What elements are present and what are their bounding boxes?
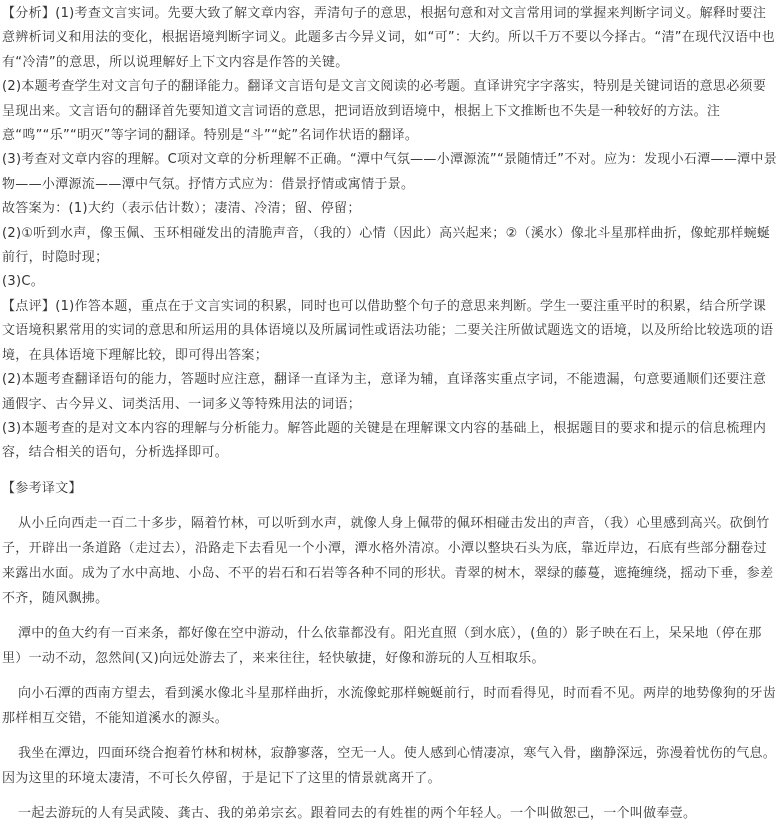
translation-paragraph-2: 潭中的鱼大约有一百来条，都好像在空中游动，什么依靠都没有。阳光直照（到水底），(鱼的）影子映在石上，呆呆地（停在那里）一动不动，忽然间(又)向远处游去了，来来往往，轻快敏捷，好像和游玩的人互相取乐。 — [2, 625, 762, 666]
answer-3-line: (3)C。 — [2, 274, 44, 290]
answer-summary-line: 故答案为：(1)大约（表示估计数）；凄清、冷清；留、停留； — [2, 201, 361, 217]
translation-paragraph-3: 向小石潭的西南方望去，看到溪水像北斗星那样曲折，水流像蛇那样蜿蜒前行，时而看得见，时而看不见。两岸的地势像狗的牙齿那样相互交错，不能知道溪水的源头。 — [2, 685, 777, 726]
translation-section — [2, 476, 778, 826]
analysis-section — [2, 2, 778, 295]
translation-heading: 【参考译文】 — [2, 480, 82, 496]
analysis-line-1: 【分析】(1)考查文言实词。先要大致了解文章内容，弄清句子的意思，根据句意和对文言常用词的掌握来判断字词义。解释时要注意辨析词义和用法的变化，根据语境判断字词义。此题多古今异义词，如“可”：大约。所以千万不要以今择古。“清”在现代汉语中也有“冷清”的意思，所以说理解好上下文内容是作答的关键。 — [2, 6, 775, 70]
comment-line-2: (2)本题考查翻译语句的能力，答题时应注意，翻译一直译为主，意译为辅，直译落实重点字词，不能遗漏，句意要通顺们还要注意通假字、古今异义、词类活用、一词多义等特殊用法的词语； — [2, 372, 767, 412]
translation-paragraph-1: 从小丘向西走一百二十多步，隔着竹林，可以听到水声，就像人身上佩带的佩环相碰击发出的声音，（我）心里感到高兴。砍倒竹子，开辟出一条道路（走过去），沿路走下去看见一个小潭，潭水格外清凉。小潭以整块石头为底，靠近岸边，石底有些部分翻卷过来露出水面。成为了水中高地、小岛、不平的岩石和石岩等各种不同的形状。青翠的树木，翠绿的藤蔓，遮掩缠绕，摇动下垂，参差不齐，随风飘拂。 — [2, 515, 774, 606]
comment-line-1: 【点评】(1)作答本题，重点在于文言实词的积累，同时也可以借助整个句子的意思来判断。学生一要注重平时的积累，结合所学课文语境积累常用的实词的意思和所运用的具体语境以及所属词性或语法功能；二要关注所做试题选文的语境，以及所给比较选项的语境，在具体语境下理解比较，即可得出答案； — [2, 298, 774, 363]
translation-paragraph-4: 我坐在潭边，四面环绕合抱着竹林和树林，寂静寥落，空无一人。使人感到心情凄凉，寒气入骨，幽静深远，弥漫着忧伤的气息。 因为这里的环境太凄清，不可长久停留，于是记下了这里的情景就离开了。 — [2, 745, 777, 786]
answer-2-line: (2)①听到水声，像玉佩、玉环相碰发出的清脆声音，（我的）心情（因此）高兴起来；②（溪水）像北斗星那样曲折，像蛇那样蜿蜒前行，时隐时现； — [2, 225, 771, 266]
comment-section — [2, 295, 778, 466]
comment-line-3: (3)本题考查的是对文本内容的理解与分析能力。解答此题的关键是在理解课文内容的基础上，根据题目的要求和提示的信息梳理内容，结合相关的语句，分析选择即可。 — [2, 420, 767, 461]
translation-paragraph-5: 一起去游玩的人有吴武陵、龚古、我的弟弟宗玄。跟着同去的有姓崔的两个年轻人。一个叫做恕己，一个叫做奉壹。 — [18, 805, 697, 821]
analysis-line-2: (2)本题考查学生对文言句子的翻译能力。翻译文言语句是文言文阅读的必考题。直译讲究字字落实，特别是关键词语的意思必须要呈现出来。文言语句的翻译首先要知道文言词语的意思，把词语放到语境中，根据上下文推断也不失是一种较好的方法。注意“鸣”“乐”“明灭”等字词的翻译。特别是“斗”“蛇”名词作状语的翻译。 — [2, 79, 767, 144]
analysis-line-3: (3)考查对文章内容的理解。C项对文章的分析理解不正确。“潭中气氛——小潭源流”“景随情迁”不对。应为：发现小石潭——潭中景物——小潭源流——潭中气氛。抒情方式应为：借景抒情或寓情于景。 — [2, 152, 778, 192]
